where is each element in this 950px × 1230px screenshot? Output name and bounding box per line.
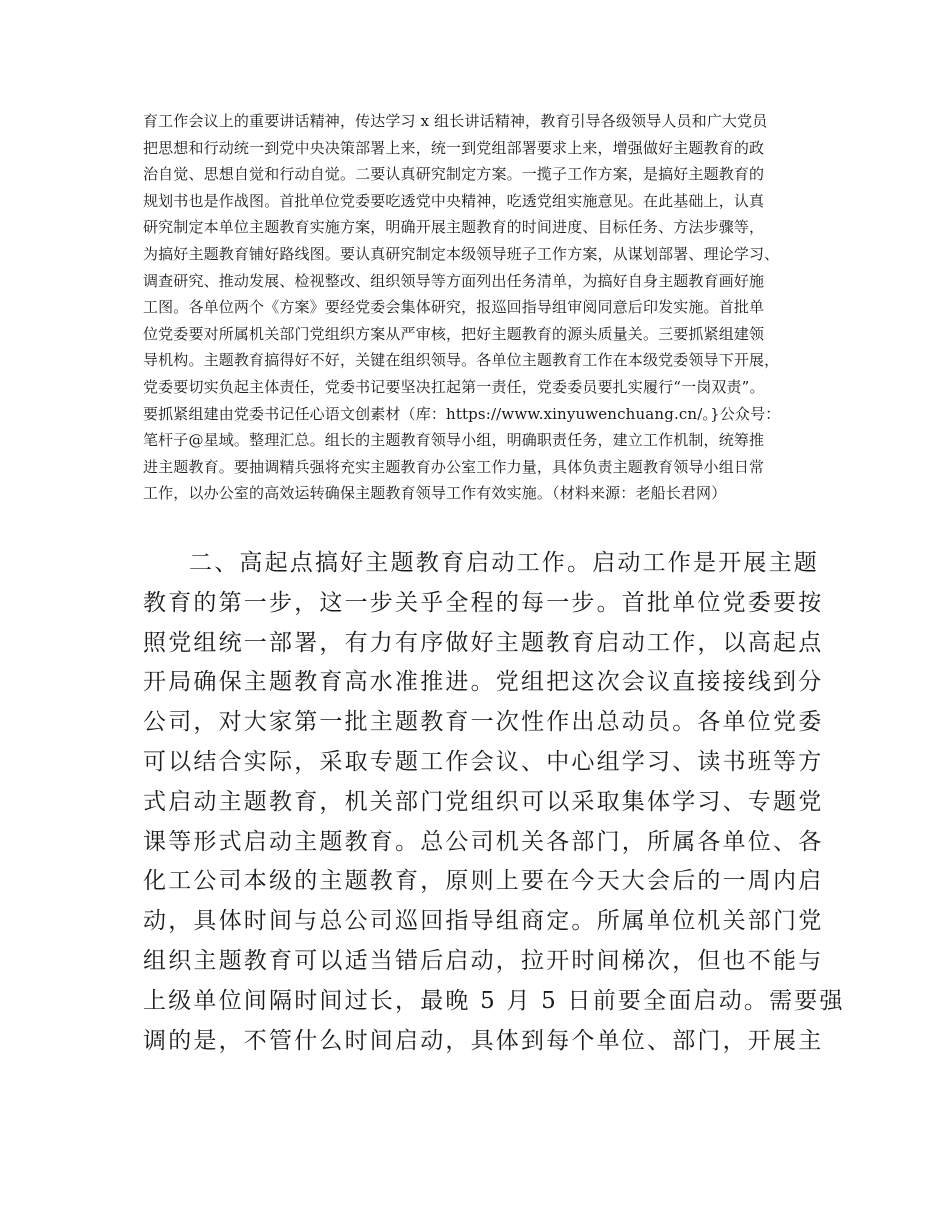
text-line: 可以结合实际，采取专题工作会议、中心组学习、读书班等方 xyxy=(143,748,824,775)
text-line: 组织主题教育可以适当错后启动，拉开时间梯次，但也不能与 xyxy=(143,947,824,974)
text-line: 要抓紧组建由党委书记任心语文创素材（库：https://www.xinyuwenchuang.cn/。}公众号： xyxy=(143,404,781,423)
text-line: 研究制定本单位主题教育实施方案，明确开展主题教育的时间进度、目标任务、方法步骤等， xyxy=(143,218,765,237)
text-line: 二、高起点搞好主题教育启动工作。启动工作是开展主题 xyxy=(189,550,819,576)
text-line: 把思想和行动统一到党中央决策部署上来，统一到党组部署要求上来，增强做好主题教育的政 xyxy=(143,138,765,157)
text-line: 照党组统一部署，有力有序做好主题教育启动工作，以高起点 xyxy=(143,629,824,656)
text-line: 导机构。主题教育搞得好不好，关键在组织领导。各单位主题教育工作在本级党委领导下开展， xyxy=(143,351,780,370)
text-line: 进主题教育。要抽调精兵强将充实主题教育办公室工作力量，具体负责主题教育领导小组日常 xyxy=(143,457,765,476)
paragraph-large-text xyxy=(143,544,845,1061)
text-line: 化工公司本级的主题教育，原则上要在今天大会后的一周内启 xyxy=(143,868,824,895)
text-line: 为搞好主题教育铺好路线图。要认真研究制定本级领导班子工作方案，从谋划部署、理论学习、 xyxy=(143,244,780,263)
text-line: 调查研究、推动发展、检视整改、组织领导等方面列出任务清单，为搞好自身主题教育画好施 xyxy=(143,271,765,290)
text-line: 公司，对大家第一批主题教育一次性作出总动员。各单位党委 xyxy=(143,709,824,736)
text-line: 式启动主题教育，机关部门党组织可以采取集体学习、专题党 xyxy=(143,788,824,815)
text-line: 党委要切实负起主体责任，党委书记要坚决扛起第一责任，党委委员要扎实履行“一岗双责”。 xyxy=(143,377,765,396)
text-line: 规划书也是作战图。首批单位党委要吃透党中央精神，吃透党组实施意见。在此基础上，认真 xyxy=(143,191,765,210)
text-line: 位党委要对所属机关部门党组织方案从严审核，把好主题教育的源头质量关。三要抓紧组建领 xyxy=(143,324,765,343)
text-line: 工作，以办公室的高效运转确保主题教育领导工作有效实施。（材料来源：老船长君网） xyxy=(143,484,727,503)
text-line: 课等形式启动主题教育。总公司机关各部门，所属各单位、各 xyxy=(143,828,824,855)
text-line: 调的是，不管什么时间启动，具体到每个单位、部门，开展主 xyxy=(143,1027,824,1054)
text-line: 笔杆子@星域。整理汇总。组长的主题教育领导小组，明确职责任务，建立工作机制，统筹推 xyxy=(143,431,765,450)
text-line: 开局确保主题教育高水准推进。党组把这次会议直接接线到分 xyxy=(143,669,824,696)
text-line: 教育的第一步，这一步关乎全程的每一步。首批单位党委要按 xyxy=(143,589,824,616)
text-line: 治自觉、思想自觉和行动自觉。二要认真研究制定方案。一揽子工作方案，是搞好主题教育的 xyxy=(143,165,765,184)
text-line: 上级单位间隔时间过长，最晚 5 月 5 日前要全面启动。需要强 xyxy=(143,987,845,1014)
text-line: 工图。各单位两个《方案》要经党委会集体研究，报巡回指导组审阅同意后印发实施。首批单 xyxy=(143,298,765,317)
text-line: 育工作会议上的重要讲话精神，传达学习 x 组长讲话精神，教育引导各级领导人员和广大党员 xyxy=(143,112,768,130)
paragraph-small-text xyxy=(143,108,833,507)
text-line: 动，具体时间与总公司巡回指导组商定。所属单位机关部门党 xyxy=(143,908,824,935)
